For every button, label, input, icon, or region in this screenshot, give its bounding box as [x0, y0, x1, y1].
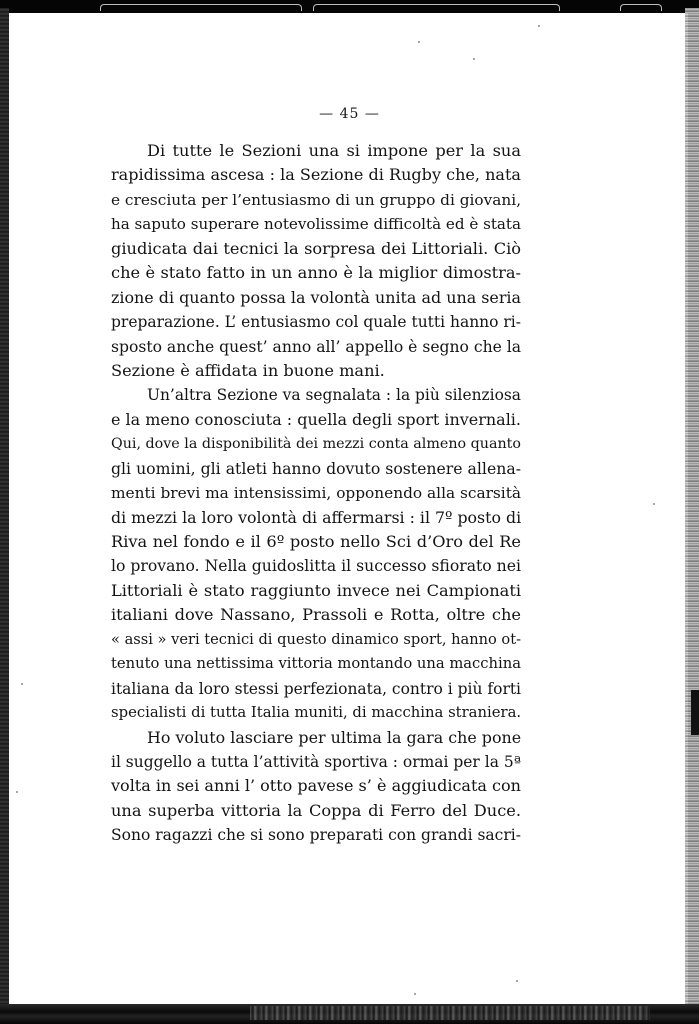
text-line: lo provano. Nella guidoslitta il successo sfiorato nei — [111, 556, 521, 576]
text-line: menti brevi ma intensissimi, opponendo alla scarsità — [111, 484, 521, 503]
scan-left-edge — [0, 8, 9, 1008]
text-line: gli uomini, gli atleti hanno dovuto sostenere allena- — [111, 458, 521, 478]
text-line: Qui, dove la disponibilità dei mezzi conta almeno quanto — [111, 436, 521, 453]
text-line: che è stato fatto in un anno è la miglior dimostra- — [111, 263, 521, 283]
text-line: zione di quanto possa la volontà unita ad una seria — [111, 287, 521, 307]
paper-speck — [21, 683, 23, 685]
page-number: — 45 — — [319, 106, 380, 122]
text-line: giudicata dai tecnici la sorpresa dei Littoriali. Ciò — [111, 238, 521, 258]
paper-speck — [653, 503, 655, 505]
paper-speck — [473, 58, 475, 60]
text-line: una superba vittoria la Coppa di Ferro del Duce. — [111, 800, 521, 820]
binding-edge-mark — [100, 4, 302, 11]
body-text — [111, 139, 521, 848]
text-line: tenuto una nettissima vittoria montando una macchina — [111, 655, 521, 673]
text-line: italiani dove Nassano, Prassoli e Rotta, oltre che — [111, 605, 521, 625]
text-line: Un’altra Sezione va segnalata : la più silenziosa — [147, 386, 521, 405]
text-line: sposto anche quest’ anno all’ appello è segno che la — [111, 337, 522, 356]
scan-noise — [250, 1006, 650, 1020]
paragraph-2 — [111, 383, 521, 725]
binding-edge-mark — [313, 4, 560, 11]
text-line: e cresciuta per l’entusiasmo di un gruppo di giovani, — [111, 190, 522, 209]
text-line: Littoriali è stato raggiunto invece nei Campionati — [111, 580, 521, 600]
scan-bottom-edge — [0, 1004, 699, 1024]
text-line: specialisti di tutta Italia muniti, di macchina straniera. — [111, 704, 522, 722]
text-line: Riva nel fondo e il 6º posto nello Sci d’Oro del Re — [111, 532, 521, 551]
text-line: preparazione. L’ entusiasmo col quale tutti hanno ri- — [111, 313, 521, 332]
scan-right-edge-mark — [691, 690, 699, 735]
text-line: « assi » veri tecnici di questo dinamico sport, hanno ot- — [111, 630, 521, 648]
paper-speck — [516, 980, 518, 982]
text-line: Ho voluto lasciare per ultima la gara che pone — [147, 727, 522, 747]
text-line: ha saputo superare notevolissime difficoltà ed è stata — [111, 215, 521, 234]
paper-speck — [418, 41, 420, 43]
text-line: e la meno conosciuta : quella degli sport invernali. — [111, 409, 521, 429]
paper-speck — [538, 25, 540, 27]
paragraph-1 — [111, 139, 521, 383]
text-line: il suggello a tutta l’attività sportiva : ormai per la 5ª — [111, 752, 522, 771]
paper-speck — [16, 791, 18, 793]
text-line: Sono ragazzi che si sono preparati con grandi sacri- — [111, 826, 521, 845]
text-line: italiana da loro stessi perfezionata, contro i più forti — [111, 679, 521, 698]
text-line: Di tutte le Sezioni una si impone per la sua — [147, 141, 521, 160]
text-line: rapidissima ascesa : la Sezione di Rugby che, nata — [111, 165, 521, 185]
text-line: volta in sei anni l’ otto pavese s’ è aggiudicata con — [111, 776, 521, 796]
scan-top-edge — [0, 0, 699, 14]
paper-speck — [414, 993, 416, 995]
paragraph-3 — [111, 726, 521, 848]
binding-edge-mark — [620, 4, 662, 11]
scan-right-edge — [685, 8, 699, 1013]
text-line: Sezione è affidata in buone mani. — [111, 360, 385, 380]
text-line: di mezzi la loro volontà di affermarsi : il 7º posto di — [111, 507, 522, 527]
